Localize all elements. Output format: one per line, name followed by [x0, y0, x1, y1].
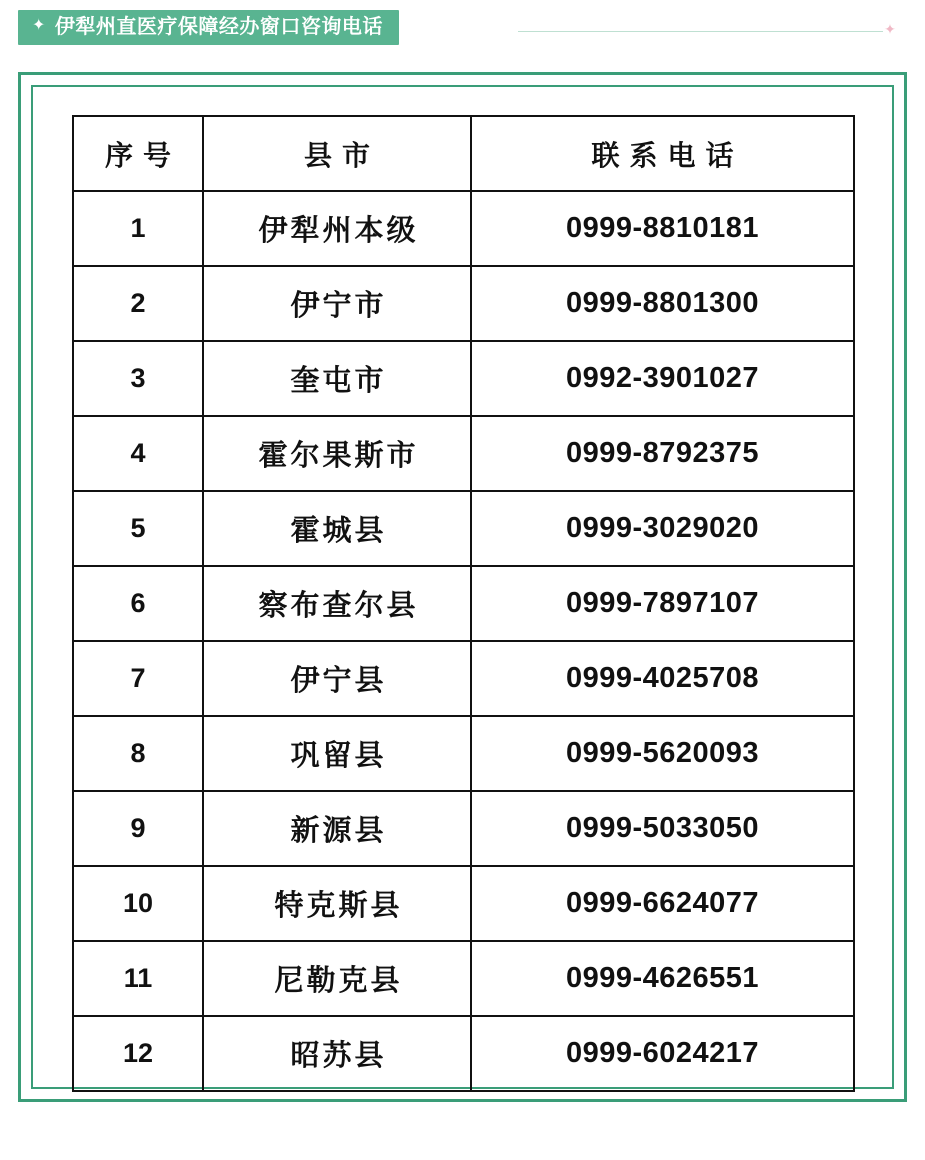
cell-index: 12 [73, 1016, 203, 1091]
cell-index: 5 [73, 491, 203, 566]
sparkle-decor-icon: ✦ [884, 23, 896, 38]
sparkle-icon: ✦ [32, 17, 46, 34]
cell-index: 4 [73, 416, 203, 491]
column-header-city: 县市 [203, 116, 471, 191]
title-banner [18, 10, 399, 45]
table-row [73, 416, 854, 491]
table-row [73, 491, 854, 566]
cell-index: 8 [73, 716, 203, 791]
cell-phone: 0999-4626551 [471, 941, 854, 1016]
cell-index: 3 [73, 341, 203, 416]
cell-city: 伊宁市 [203, 266, 471, 341]
cell-city: 伊犁州本级 [203, 191, 471, 266]
cell-phone: 0999-4025708 [471, 641, 854, 716]
cell-phone: 0999-6024217 [471, 1016, 854, 1091]
cell-index: 10 [73, 866, 203, 941]
table-row [73, 641, 854, 716]
column-header-index: 序号 [73, 116, 203, 191]
cell-city: 察布查尔县 [203, 566, 471, 641]
cell-city: 伊宁县 [203, 641, 471, 716]
table-row [73, 716, 854, 791]
cell-index: 2 [73, 266, 203, 341]
table-row [73, 266, 854, 341]
cell-city: 尼勒克县 [203, 941, 471, 1016]
table-row [73, 566, 854, 641]
table-row [73, 791, 854, 866]
cell-phone: 0999-5620093 [471, 716, 854, 791]
cell-phone: 0999-8792375 [471, 416, 854, 491]
page-header [18, 10, 925, 60]
page-title: 伊犁州直医疗保障经办窗口咨询电话 [54, 16, 383, 38]
cell-index: 11 [73, 941, 203, 1016]
cell-index: 9 [73, 791, 203, 866]
cell-city: 巩留县 [203, 716, 471, 791]
phone-table-container [72, 115, 853, 1092]
cell-phone: 0999-6624077 [471, 866, 854, 941]
cell-phone: 0999-7897107 [471, 566, 854, 641]
table-row [73, 341, 854, 416]
cell-city: 特克斯县 [203, 866, 471, 941]
cell-phone: 0999-8810181 [471, 191, 854, 266]
cell-index: 6 [73, 566, 203, 641]
table-row [73, 941, 854, 1016]
cell-phone: 0999-8801300 [471, 266, 854, 341]
cell-city: 奎屯市 [203, 341, 471, 416]
cell-index: 1 [73, 191, 203, 266]
cell-city: 霍城县 [203, 491, 471, 566]
cell-phone: 0999-5033050 [471, 791, 854, 866]
header-divider [518, 31, 883, 32]
table-row [73, 866, 854, 941]
cell-city: 霍尔果斯市 [203, 416, 471, 491]
cell-phone: 0999-3029020 [471, 491, 854, 566]
table-row [73, 1016, 854, 1091]
table-header-row [73, 116, 854, 191]
contact-phone-table [72, 115, 855, 1092]
table-row [73, 191, 854, 266]
cell-city: 昭苏县 [203, 1016, 471, 1091]
cell-index: 7 [73, 641, 203, 716]
cell-city: 新源县 [203, 791, 471, 866]
column-header-phone: 联系电话 [471, 116, 854, 191]
cell-phone: 0992-3901027 [471, 341, 854, 416]
